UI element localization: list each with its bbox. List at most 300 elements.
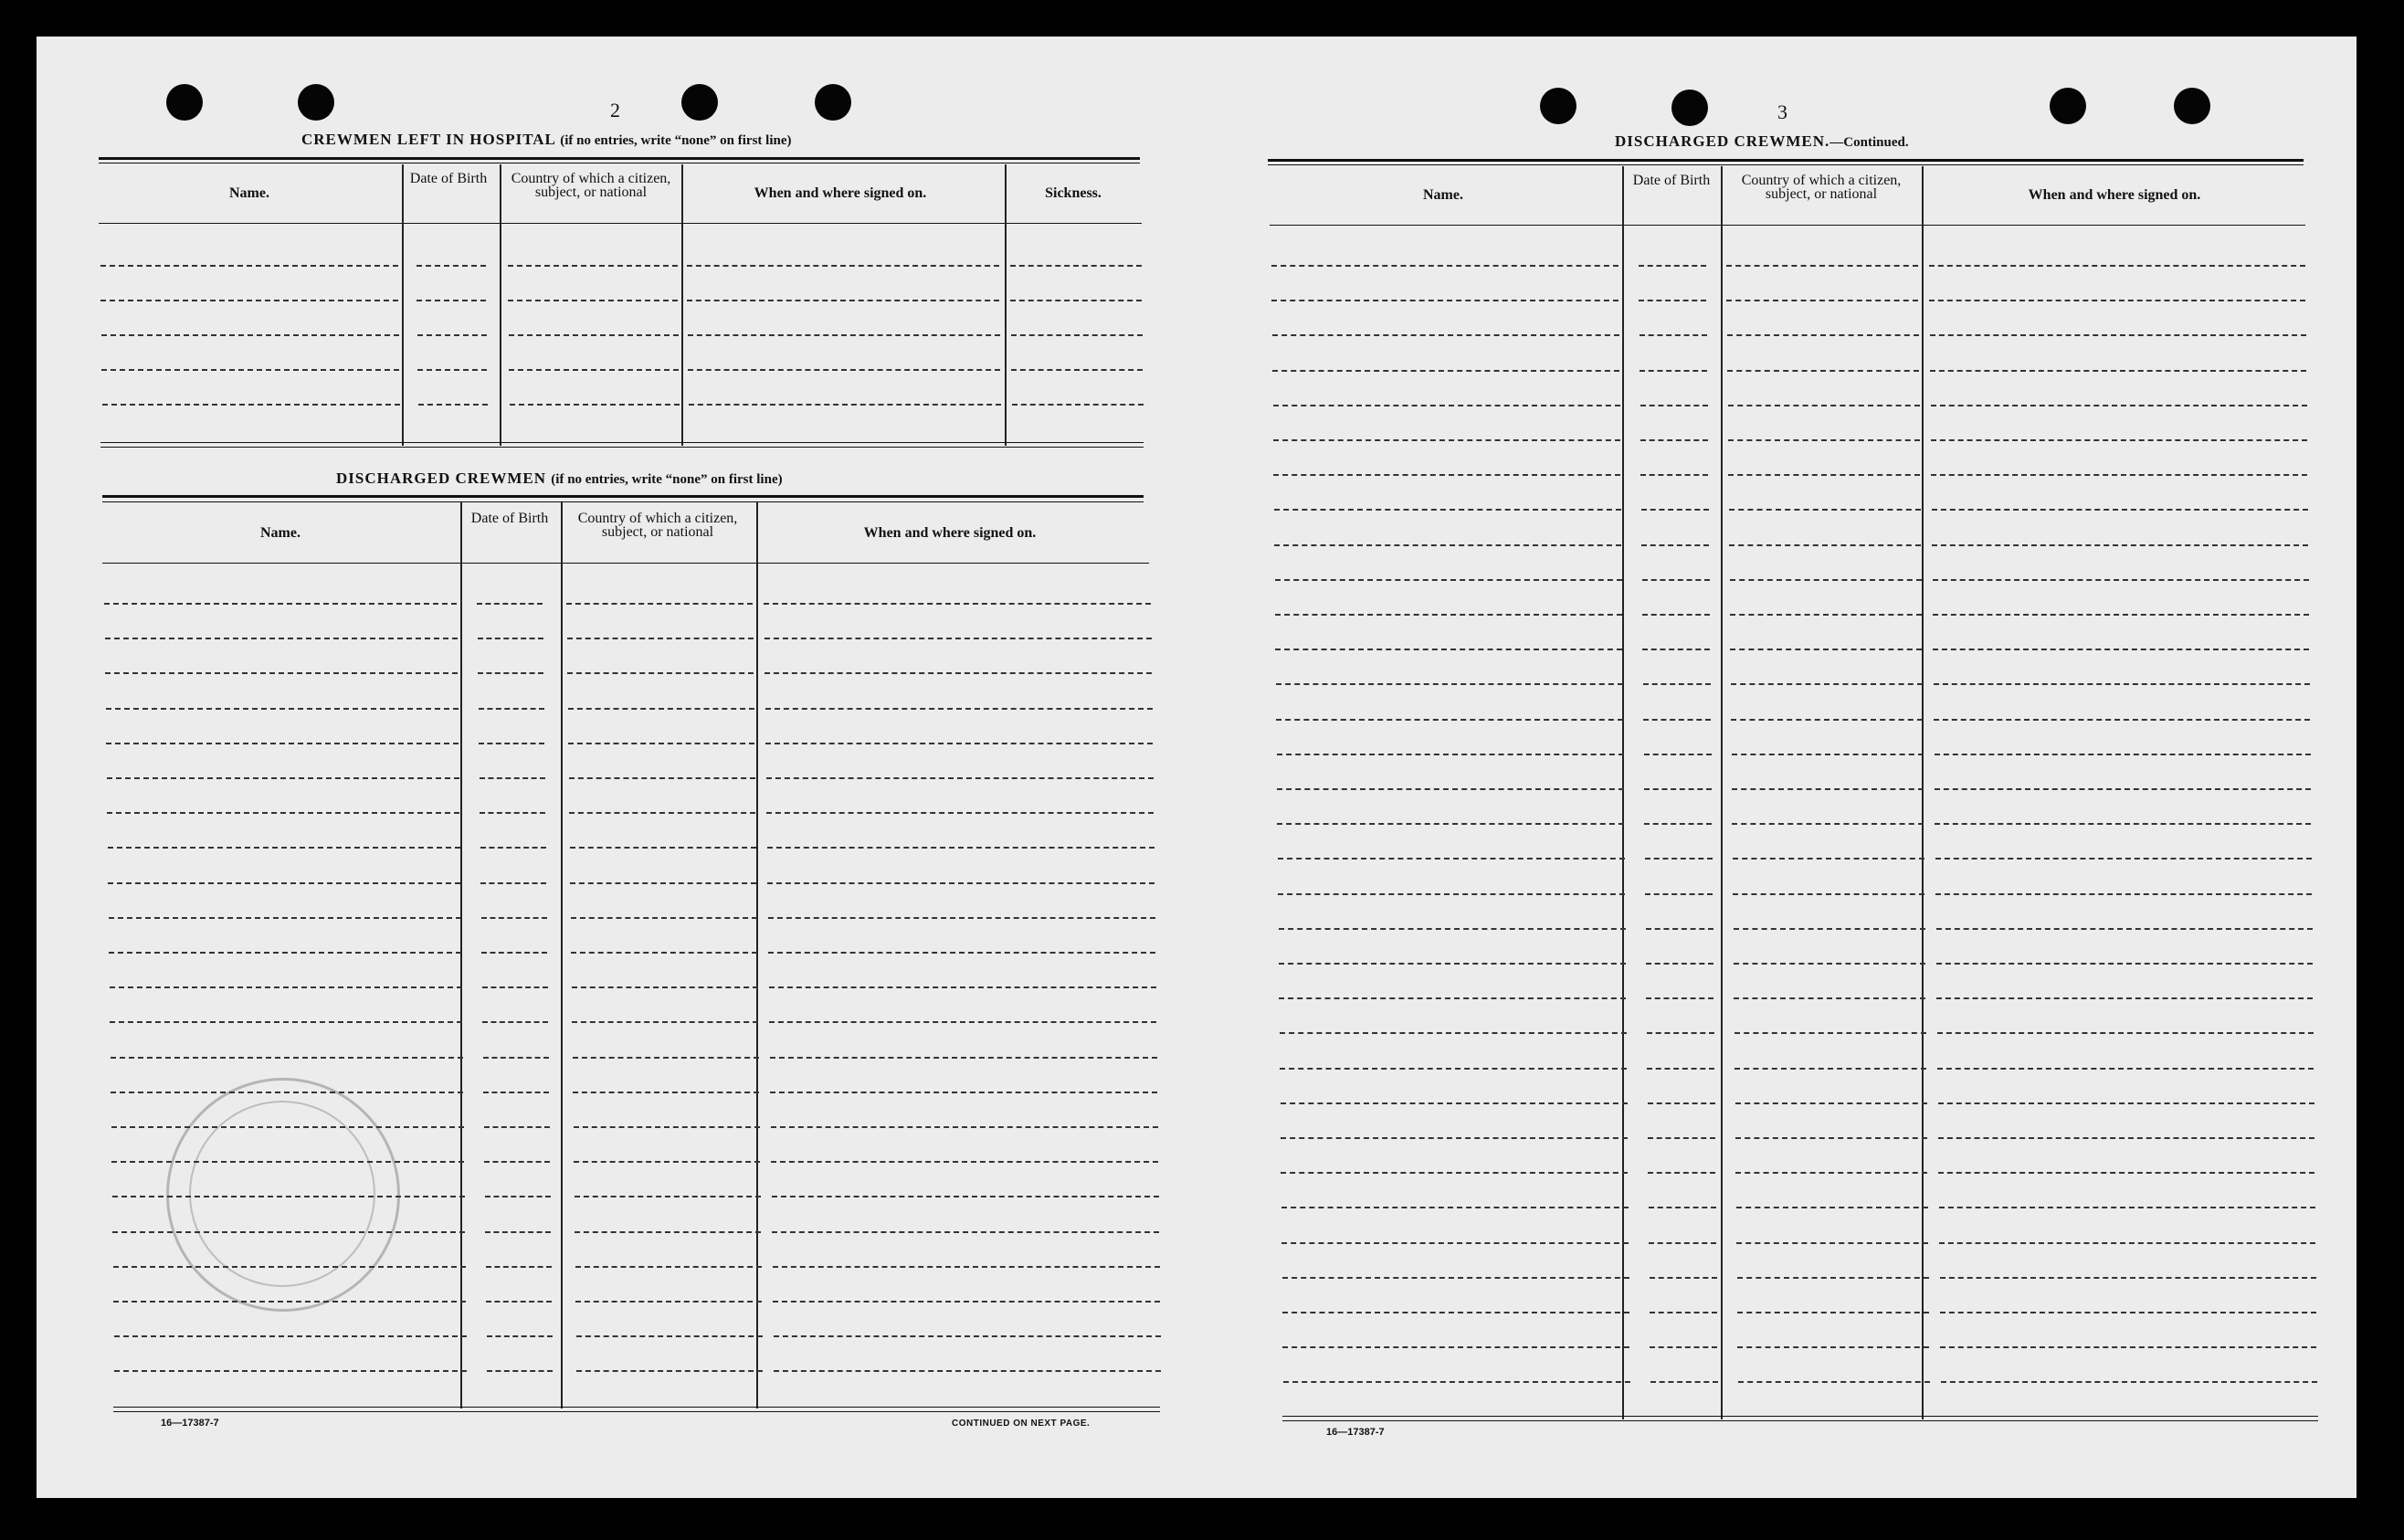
entry-line <box>482 1021 548 1023</box>
entry-line <box>111 1126 464 1128</box>
entry-line <box>1933 614 2309 616</box>
entry-line <box>567 638 754 639</box>
entry-line <box>1730 649 1922 650</box>
right-col-date: Date of Birth <box>1632 173 1711 188</box>
entry-line <box>1643 683 1711 685</box>
discharged-divider <box>756 502 758 1408</box>
entry-line <box>1642 614 1710 616</box>
entry-line <box>1281 1242 1629 1244</box>
punch-hole <box>1671 90 1708 126</box>
entry-line <box>104 603 457 605</box>
entry-line <box>485 1196 551 1197</box>
entry-line <box>112 1231 465 1233</box>
entry-line <box>1930 370 2306 372</box>
continued-notice: CONTINUED ON NEXT PAGE. <box>952 1419 1091 1429</box>
entry-line <box>1275 614 1622 616</box>
entry-line <box>1647 1068 1714 1070</box>
entry-line <box>109 952 461 954</box>
entry-line <box>771 1126 1158 1128</box>
entry-line <box>1646 928 1713 930</box>
entry-line <box>1727 334 1919 336</box>
entry-line <box>1640 405 1708 406</box>
entry-line <box>1276 719 1623 721</box>
discharged-bottom-rule <box>113 1407 1160 1408</box>
entry-line <box>483 1092 549 1093</box>
entry-line <box>568 708 754 710</box>
entry-line <box>573 1092 759 1093</box>
hospital-divider <box>402 164 404 446</box>
entry-line <box>575 1266 762 1268</box>
entry-line <box>1012 404 1144 406</box>
entry-line <box>416 265 486 267</box>
entry-line <box>1646 963 1713 965</box>
right-divider <box>1721 166 1723 1419</box>
entry-line <box>1932 544 2308 546</box>
entry-line <box>105 638 458 639</box>
entry-line <box>1733 893 1924 895</box>
entry-line <box>1730 579 1922 581</box>
entry-line <box>480 777 545 779</box>
entry-line <box>572 986 758 988</box>
entry-line <box>575 1231 761 1233</box>
discharged-col-date: Date of Birth <box>470 511 549 526</box>
entry-line <box>1010 265 1142 267</box>
entry-line <box>1934 683 2310 685</box>
discharged-col-country: Country of which a citizen, subject, or national <box>577 511 738 540</box>
entry-line <box>1645 858 1713 860</box>
entry-line <box>1730 614 1922 616</box>
entry-line <box>1726 300 1918 301</box>
entry-line <box>1279 928 1626 930</box>
entry-line <box>108 882 460 884</box>
entry-line <box>688 369 1000 371</box>
entry-line <box>575 1196 761 1197</box>
entry-line <box>774 1370 1161 1372</box>
entry-line <box>114 1335 467 1337</box>
entry-line <box>1274 509 1621 511</box>
entry-line <box>1281 1172 1628 1174</box>
entry-line <box>478 672 543 674</box>
hospital-col-name: Name. <box>229 185 269 201</box>
punch-hole <box>2174 88 2210 124</box>
entry-line <box>1728 474 1920 476</box>
entry-line <box>1939 1242 2315 1244</box>
hospital-top-rule <box>99 157 1140 160</box>
entry-line <box>1276 683 1623 685</box>
entry-line <box>1929 265 2305 267</box>
entry-line <box>1936 963 2313 965</box>
entry-line <box>1941 1381 2317 1383</box>
entry-line <box>481 917 547 919</box>
entry-line <box>1648 1102 1715 1104</box>
entry-line <box>1272 370 1619 372</box>
left-page-number: 2 <box>610 99 620 121</box>
entry-line <box>1932 509 2308 511</box>
entry-line <box>484 1161 550 1163</box>
entry-line <box>1734 928 1925 930</box>
entry-line <box>1736 1242 1928 1244</box>
entry-line <box>1937 1068 2314 1070</box>
entry-line <box>480 812 545 814</box>
hospital-col-country: Country of which a citizen, subject, or national <box>511 171 671 200</box>
entry-line <box>1649 1242 1716 1244</box>
entry-line <box>1645 893 1713 895</box>
entry-line <box>774 1335 1161 1337</box>
entry-line <box>768 952 1155 954</box>
entry-line <box>1011 334 1143 336</box>
right-form-number: 16—17387-7 <box>1326 1427 1385 1438</box>
entry-line <box>1734 963 1925 965</box>
entry-line <box>1283 1381 1630 1383</box>
entry-line <box>1931 474 2307 476</box>
discharged-col-name: Name. <box>260 525 300 541</box>
entry-line <box>1733 858 1924 860</box>
entry-line <box>100 300 398 301</box>
entry-line <box>1639 300 1706 301</box>
hospital-col-date: Date of Birth <box>409 171 488 186</box>
entry-line <box>483 1057 549 1059</box>
entry-line <box>1275 579 1622 581</box>
entry-line <box>1641 544 1709 546</box>
hospital-col-signed: When and where signed on. <box>754 185 927 201</box>
entry-line <box>1639 265 1706 267</box>
entry-line <box>1933 649 2309 650</box>
entry-line <box>508 300 678 301</box>
entry-line <box>482 986 548 988</box>
hospital-divider <box>681 164 683 446</box>
entry-line <box>765 708 1153 710</box>
hospital-divider <box>1005 164 1007 446</box>
entry-line <box>106 708 459 710</box>
entry-line <box>772 1196 1159 1197</box>
right-bottom-rule <box>1282 1416 2318 1417</box>
entry-line <box>766 812 1154 814</box>
entry-line <box>101 369 399 371</box>
entry-line <box>567 672 754 674</box>
entry-line <box>1279 997 1626 999</box>
entry-line <box>477 603 543 605</box>
right-divider <box>1922 166 1924 1419</box>
entry-line <box>1732 788 1924 790</box>
entry-line <box>764 638 1152 639</box>
entry-line <box>1281 1207 1629 1208</box>
entry-line <box>568 743 754 744</box>
entry-line <box>478 638 543 639</box>
entry-line <box>1648 1172 1715 1174</box>
punch-hole <box>681 84 718 121</box>
entry-line <box>1732 823 1924 825</box>
punch-hole <box>166 84 203 121</box>
entry-line <box>417 334 487 336</box>
entry-line <box>107 812 459 814</box>
entry-line <box>102 404 400 406</box>
entry-line <box>1278 858 1625 860</box>
punch-hole <box>1540 88 1576 124</box>
entry-line <box>767 847 1155 849</box>
entry-line <box>101 334 399 336</box>
entry-line <box>1280 1068 1627 1070</box>
discharged-section-title: DISCHARGED CREWMEN (if no entries, write “none” on first line) <box>336 469 783 487</box>
entry-line <box>1938 1102 2314 1104</box>
entry-line <box>1646 997 1713 999</box>
entry-line <box>1282 1312 1629 1313</box>
entry-line <box>1940 1346 2316 1348</box>
entry-line <box>571 917 757 919</box>
entry-line <box>569 812 755 814</box>
entry-line <box>1930 334 2306 336</box>
entry-line <box>1931 439 2307 441</box>
entry-line <box>1735 1102 1927 1104</box>
entry-line <box>479 743 544 744</box>
entry-line <box>765 743 1153 744</box>
entry-line <box>1936 997 2313 999</box>
hospital-bottom-rule <box>100 442 1144 443</box>
entry-line <box>113 1301 466 1303</box>
entry-line <box>1940 1312 2316 1313</box>
entry-line <box>1935 858 2312 860</box>
entry-line <box>1735 1137 1927 1139</box>
entry-line <box>764 603 1151 605</box>
entry-line <box>1642 579 1710 581</box>
entry-line <box>486 1266 552 1268</box>
entry-line <box>770 1057 1157 1059</box>
right-header-rule <box>1270 225 2305 226</box>
right-divider <box>1622 166 1624 1419</box>
entry-line <box>1277 823 1624 825</box>
entry-line <box>1734 997 1925 999</box>
entry-line <box>108 847 460 849</box>
entry-line <box>1273 439 1620 441</box>
discharged-top-rule-2 <box>102 501 1144 502</box>
entry-line <box>1643 719 1711 721</box>
entry-line <box>1734 1032 1926 1034</box>
entry-line <box>480 847 546 849</box>
entry-line <box>1935 823 2311 825</box>
entry-line <box>100 265 398 267</box>
right-col-country: Country of which a citizen, subject, or national <box>1741 173 1902 202</box>
entry-line <box>1729 509 1921 511</box>
entry-line <box>1938 1172 2314 1174</box>
entry-line <box>1271 300 1618 301</box>
entry-line <box>1737 1277 1929 1279</box>
entry-line <box>1271 265 1618 267</box>
entry-line <box>688 334 1000 336</box>
entry-line <box>771 1161 1158 1163</box>
entry-line <box>1281 1137 1628 1139</box>
entry-line <box>1931 405 2307 406</box>
entry-line <box>1729 544 1921 546</box>
entry-line <box>1929 300 2305 301</box>
entry-line <box>111 1057 463 1059</box>
entry-line <box>571 952 757 954</box>
entry-line <box>1640 439 1708 441</box>
entry-line <box>1737 1346 1929 1348</box>
entry-line <box>573 1057 759 1059</box>
entry-line <box>1642 649 1710 650</box>
entry-line <box>1728 439 1920 441</box>
entry-line <box>1277 788 1624 790</box>
entry-line <box>1937 1032 2314 1034</box>
entry-line <box>1736 1207 1928 1208</box>
discharged-bottom-rule-2 <box>113 1411 1160 1412</box>
entry-line <box>107 777 459 779</box>
entry-line <box>572 1021 758 1023</box>
entry-line <box>105 672 458 674</box>
entry-line <box>1650 1312 1717 1313</box>
entry-line <box>1731 683 1923 685</box>
discharged-continued-title: DISCHARGED CREWMEN.—Continued. <box>1615 132 1909 150</box>
entry-line <box>1273 474 1620 476</box>
punch-hole <box>815 84 851 121</box>
entry-line <box>479 708 544 710</box>
entry-line <box>418 404 488 406</box>
entry-line <box>575 1301 762 1303</box>
entry-line <box>1275 649 1622 650</box>
entry-line <box>510 404 680 406</box>
entry-line <box>687 300 999 301</box>
discharged-divider <box>460 502 462 1408</box>
entry-line <box>687 265 999 267</box>
entry-line <box>111 1092 463 1093</box>
entry-line <box>766 777 1154 779</box>
discharged-header-rule <box>102 563 1149 564</box>
entry-line <box>1731 719 1923 721</box>
entry-line <box>1650 1346 1717 1348</box>
hospital-bottom-rule-2 <box>100 447 1144 448</box>
entry-line <box>768 917 1155 919</box>
right-col-name: Name. <box>1423 187 1463 203</box>
entry-line <box>1650 1381 1718 1383</box>
entry-line <box>1737 1312 1929 1313</box>
entry-line <box>1940 1277 2316 1279</box>
entry-line <box>1734 1068 1926 1070</box>
entry-line <box>487 1370 553 1372</box>
entry-line <box>1644 823 1712 825</box>
entry-line <box>574 1161 760 1163</box>
entry-line <box>1280 1032 1627 1034</box>
hospital-col-sickness: Sickness. <box>1045 185 1102 201</box>
left-form-number: 16—17387-7 <box>161 1418 219 1429</box>
entry-line <box>112 1196 465 1197</box>
hospital-divider <box>500 164 501 446</box>
entry-line <box>1278 893 1625 895</box>
entry-line <box>416 300 486 301</box>
entry-line <box>1935 893 2312 895</box>
entry-line <box>1644 788 1712 790</box>
discharged-top-rule <box>102 495 1144 498</box>
entry-line <box>106 743 459 744</box>
entry-line <box>769 986 1156 988</box>
discharged-col-signed: When and where signed on. <box>863 525 1037 541</box>
entry-line <box>113 1266 466 1268</box>
right-top-rule-2 <box>1268 164 2304 165</box>
entry-line <box>1641 509 1709 511</box>
entry-line <box>110 1021 462 1023</box>
punch-hole <box>298 84 334 121</box>
entry-line <box>1726 265 1918 267</box>
entry-line <box>1933 579 2309 581</box>
entry-line <box>767 882 1155 884</box>
entry-line <box>576 1370 763 1372</box>
entry-line <box>1282 1346 1629 1348</box>
entry-line <box>417 369 487 371</box>
entry-line <box>109 917 461 919</box>
entry-line <box>569 777 755 779</box>
entry-line <box>1281 1102 1628 1104</box>
entry-line <box>1273 405 1620 406</box>
entry-line <box>576 1335 763 1337</box>
entry-line <box>772 1231 1159 1233</box>
entry-line <box>508 265 678 267</box>
entry-line <box>1272 334 1619 336</box>
entry-line <box>509 369 679 371</box>
entry-line <box>484 1126 550 1128</box>
entry-line <box>1640 370 1707 372</box>
entry-line <box>1274 544 1621 546</box>
entry-line <box>509 334 679 336</box>
hospital-header-rule <box>99 223 1142 224</box>
right-top-rule <box>1268 159 2304 162</box>
entry-line <box>1938 1137 2314 1139</box>
entry-line <box>770 1092 1157 1093</box>
entry-line <box>1640 474 1708 476</box>
entry-line <box>1936 928 2313 930</box>
entry-line <box>486 1301 552 1303</box>
entry-line <box>769 1021 1156 1023</box>
entry-line <box>481 952 547 954</box>
entry-line <box>1935 754 2311 755</box>
entry-line <box>1644 754 1712 755</box>
entry-line <box>1647 1032 1714 1034</box>
entry-line <box>485 1231 551 1233</box>
entry-line <box>1934 719 2310 721</box>
entry-line <box>1732 754 1924 755</box>
entry-line <box>1728 405 1920 406</box>
entry-line <box>114 1370 467 1372</box>
entry-line <box>1727 370 1919 372</box>
right-page-number: 3 <box>1777 100 1787 123</box>
discharged-divider <box>561 502 563 1408</box>
entry-line <box>1738 1381 1930 1383</box>
entry-line <box>773 1301 1160 1303</box>
entry-line <box>110 986 462 988</box>
entry-line <box>574 1126 760 1128</box>
entry-line <box>1649 1207 1716 1208</box>
entry-line <box>111 1161 464 1163</box>
entry-line <box>773 1266 1160 1268</box>
entry-line <box>1011 369 1143 371</box>
entry-line <box>764 672 1152 674</box>
entry-line <box>1279 963 1626 965</box>
entry-line <box>1939 1207 2315 1208</box>
form-sheet <box>37 37 2357 1498</box>
entry-line <box>1650 1277 1717 1279</box>
entry-line <box>487 1335 553 1337</box>
entry-line <box>566 603 753 605</box>
entry-line <box>1282 1277 1629 1279</box>
entry-line <box>570 847 756 849</box>
hospital-section-title: CREWMEN LEFT IN HOSPITAL (if no entries, write “none” on first line) <box>301 131 792 148</box>
entry-line <box>1010 300 1142 301</box>
right-col-signed: When and where signed on. <box>2028 187 2201 203</box>
entry-line <box>480 882 546 884</box>
entry-line <box>1640 334 1707 336</box>
punch-hole <box>2050 88 2086 124</box>
entry-line <box>1648 1137 1715 1139</box>
entry-line <box>1735 1172 1927 1174</box>
entry-line <box>570 882 756 884</box>
entry-line <box>1277 754 1624 755</box>
